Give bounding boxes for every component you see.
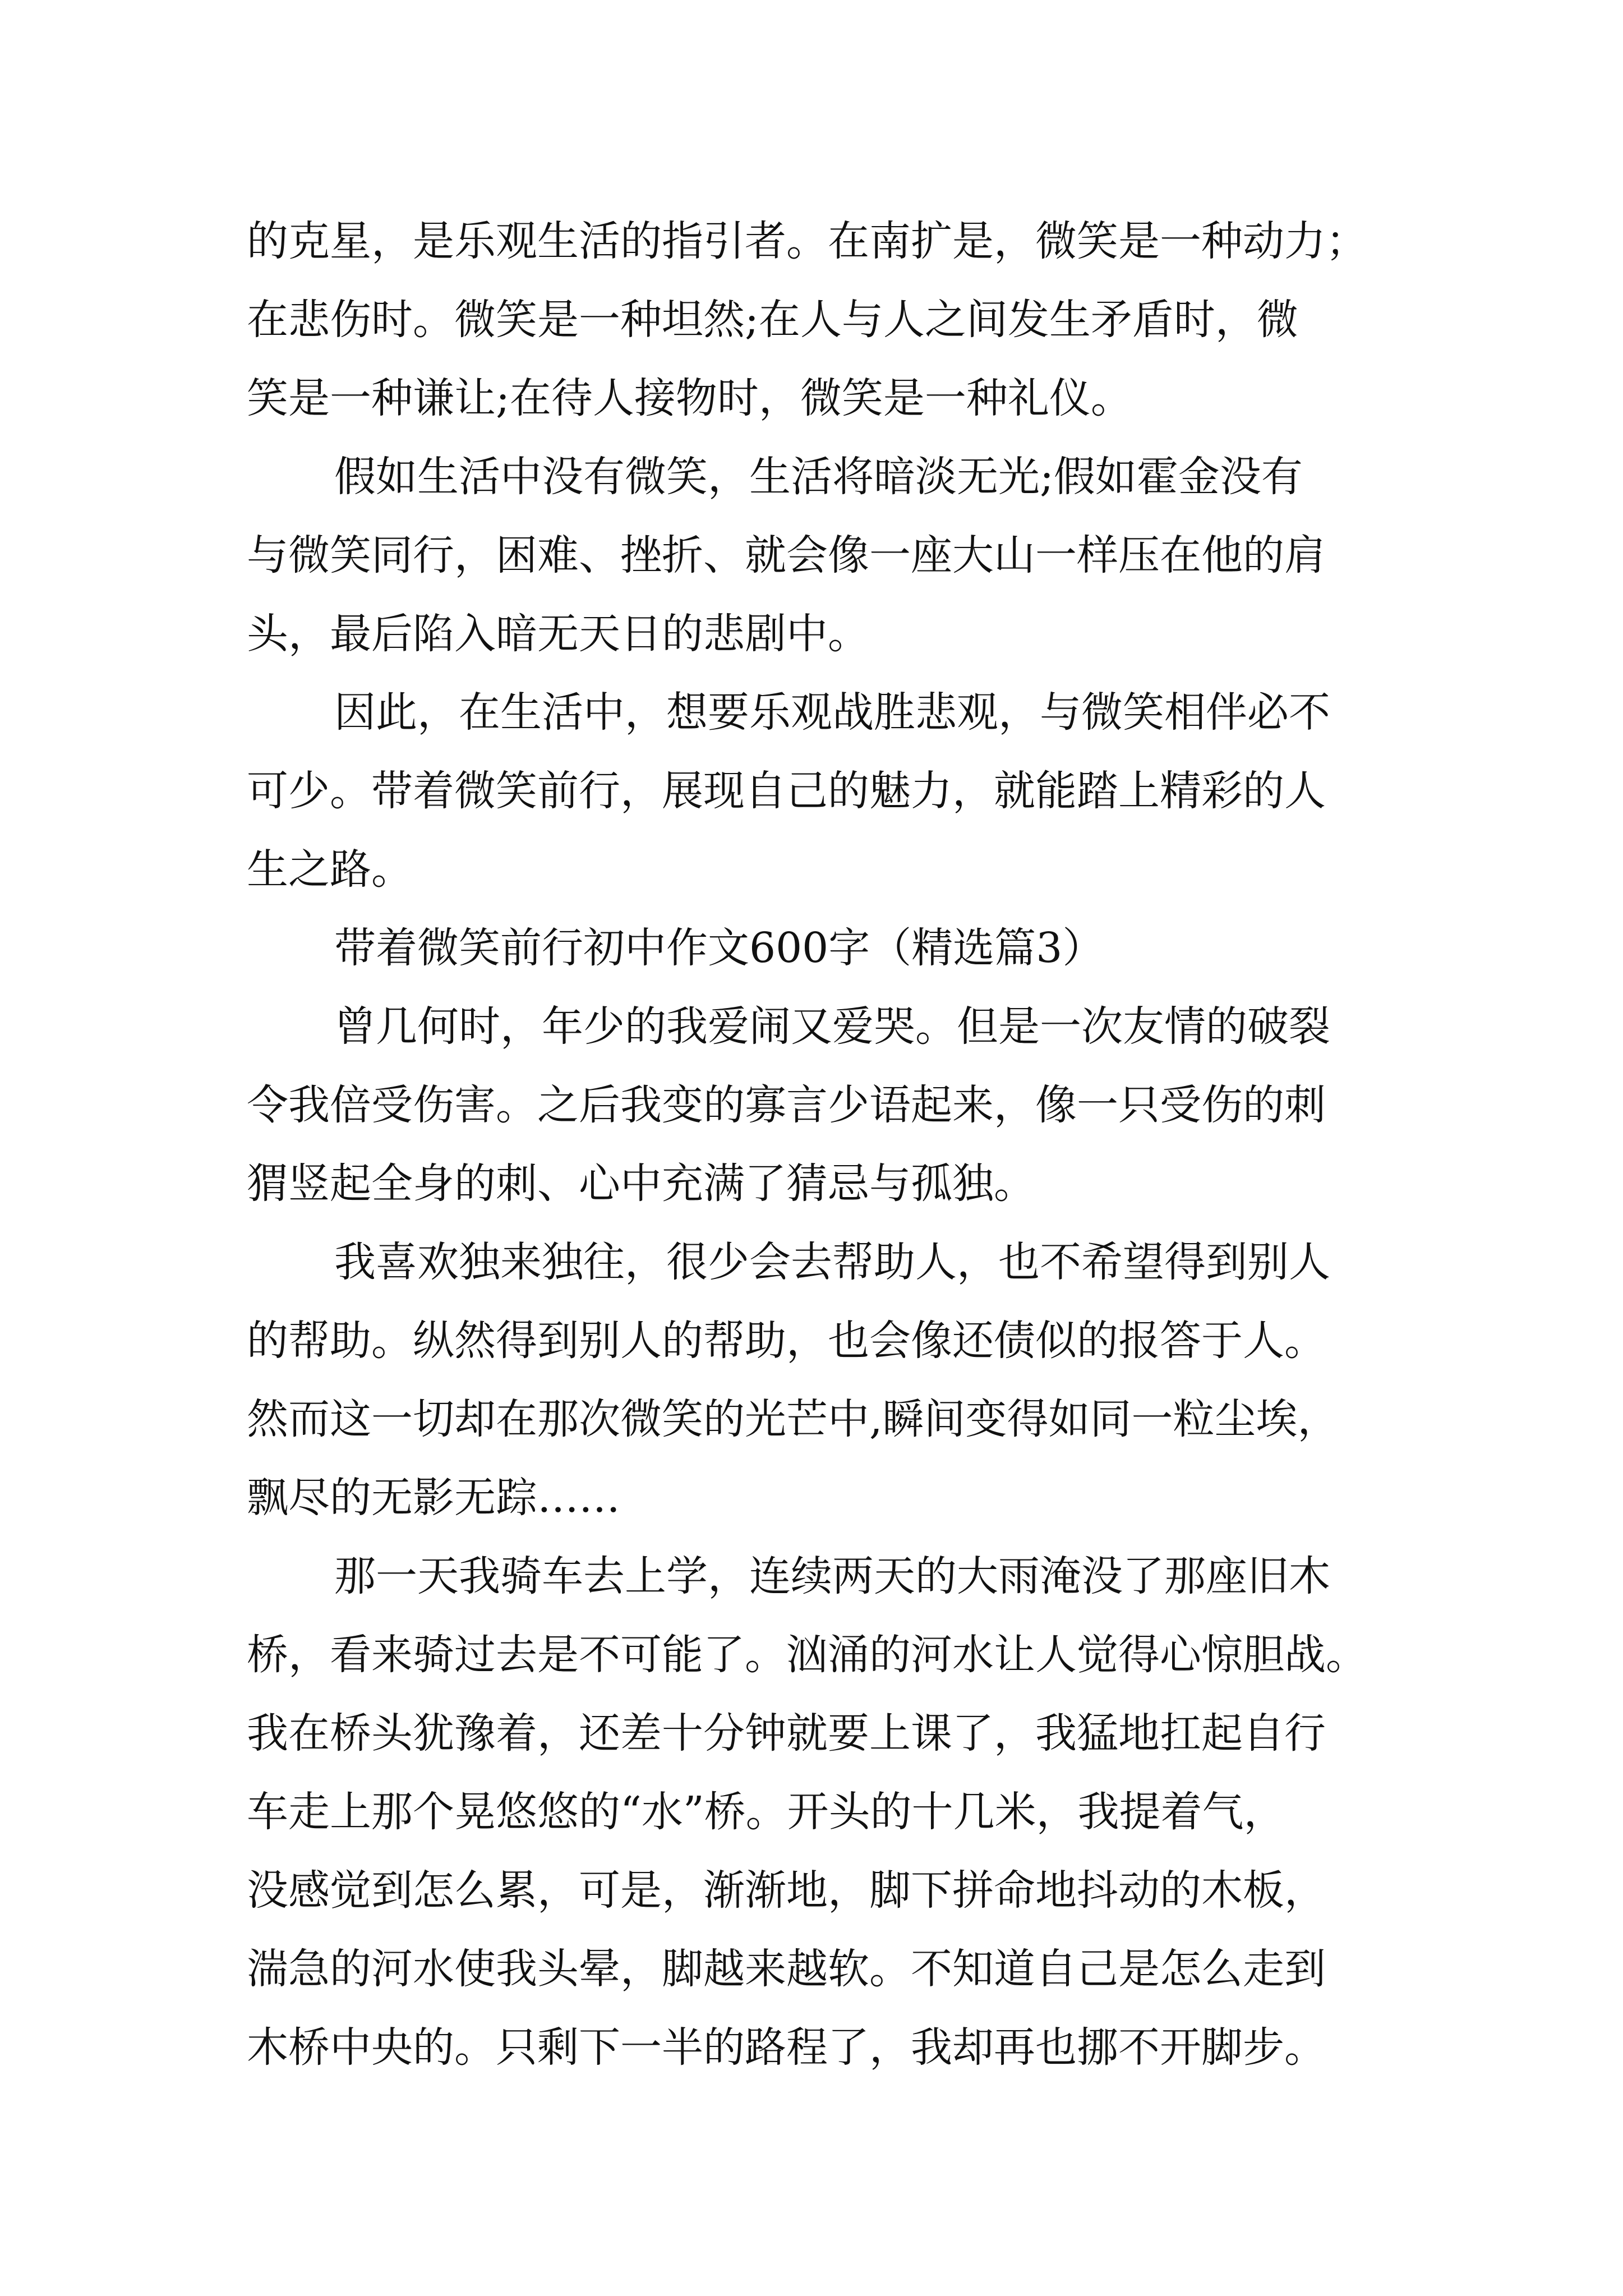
text-line: 在悲伤时。微笑是一种坦然;在人与人之间发生矛盾时，微 [247,296,1298,344]
text-line: 与微笑同行，困难、挫折、就会像一座大山一样压在他的肩 [247,531,1326,579]
text-line: 令我倍受伤害。之后我变的寡言少语起来，像一只受伤的刺 [247,1081,1326,1129]
paragraph-first-line: 假如生活中没有微笑，生活将暗淡无光;假如霍金没有 [334,453,1303,501]
text-line: 猬竖起全身的刺、心中充满了猜忌与孤独。 [247,1159,1035,1208]
text-line: 我在桥头犹豫着，还差十分钟就要上课了，我猛地扛起自行 [247,1709,1326,1757]
text-line: 的克星，是乐观生活的指引者。在南扩是，微笑是一种动力； [247,217,1367,265]
text-line: 可少。带着微笑前行，展现自己的魅力，就能踏上精彩的人 [247,767,1326,815]
text-line: 生之路。 [247,845,413,894]
paragraph-first-line: 我喜欢独来独往，很少会去帮助人，也不希望得到别人 [334,1238,1330,1286]
text-line: 笑是一种谦让;在待人接物时，微笑是一种礼仪。 [247,374,1132,422]
text-line: 飘尽的无影无踪…… [247,1474,620,1522]
paragraph-first-line: 曾几何时，年少的我爱闹又爱哭。但是一次友情的破裂 [334,1002,1330,1051]
section-heading: 带着微笑前行初中作文600字（精选篇3） [334,924,1104,972]
paragraph-first-line: 因此，在生活中，想要乐观战胜悲观，与微笑相伴必不 [334,688,1330,737]
text-line: 没感觉到怎么累，可是，渐渐地，脚下拼命地抖动的木板， [247,1866,1326,1915]
text-line: 桥，看来骑过去是不可能了。汹涌的河水让人觉得心惊胆战。 [247,1631,1367,1679]
text-line: 木桥中央的。只剩下一半的路程了，我却再也挪不开脚步。 [247,2023,1326,2072]
text-line: 头，最后陷入暗无天日的悲剧中。 [247,610,869,658]
text-line: 车走上那个晃悠悠的“水”桥。开头的十几米，我提着气， [247,1788,1285,1836]
text-line: 然而这一切却在那次微笑的光芒中,瞬间变得如同一粒尘埃， [247,1395,1339,1443]
paragraph-first-line: 那一天我骑车去上学，连续两天的大雨淹没了那座旧木 [334,1552,1330,1600]
text-line: 的帮助。纵然得到别人的帮助，也会像还债似的报答于人。 [247,1317,1326,1365]
text-line: 湍急的河水使我头晕，脚越来越软。不知道自己是怎么走到 [247,1945,1326,1993]
